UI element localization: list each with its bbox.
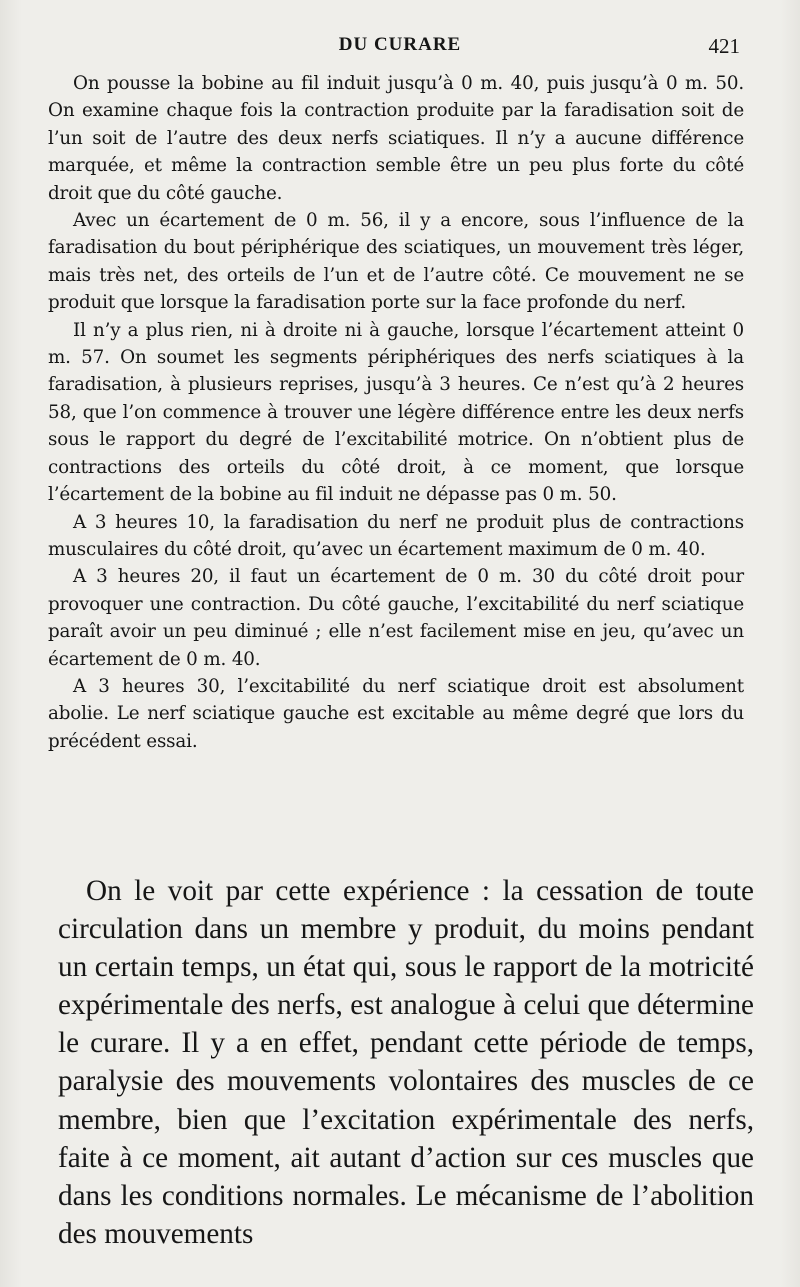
paragraph: On pousse la bobine au fil induit jusqu’à 0 m. 40, puis jusqu’à 0 m. 50. On examine chaque fois la contraction produite par la faradisation soit de l’un soit de l’autre des deux nerfs sciatiques. Il n’y a aucune différence marquée, et même la contraction semble être un peu plus forte du côté droit que du côté gauche. [48, 73, 744, 204]
paragraph: A 3 heures 30, l’excitabilité du nerf sciatique droit est absolument abolie. Le nerf sciatique gauche est excitable au même degré que lors du précédent essai. [48, 675, 744, 752]
page-number: 421 [708, 34, 740, 58]
main-text [58, 872, 754, 1253]
paragraph: Il n’y a plus rien, ni à droite ni à gauche, lorsque l’écartement atteint 0 m. 57. On soumet les segments périphériques des nerfs sciatiques à la faradisation, à plusieurs reprises, jusqu’à 3 heures. Ce n’est qu’à 2 heures 58, que l’on commence à trouver une légère différence entre les deux nerfs sous le rapport du degré de l’excitabilité motrice. On n’obtient plus de contractions des orteils du côté droit, à ce moment, que lorsque l’écartement de la bobine au fil induit ne dépasse pas 0 m. 50. [48, 319, 744, 506]
paragraph: Avec un écartement de 0 m. 56, il y a encore, sous l’influence de la faradisation du bout périphérique des sciatiques, un mouvement très léger, mais très net, des orteils de l’un et de l’autre côté. Ce mouvement ne se produit que lorsque la faradisation porte sur la face profonde du nerf. [48, 210, 744, 314]
conclusion-paragraph: On le voit par cette expérience : la cessation de toute circulation dans un membre y produit, du moins pendant un certain temps, un état qui, sous le rapport de la motricité expérimentale des nerfs, est analogue à celui que détermine le curare. Il y a en effet, pendant cette période de temps, paralysie des mouvements volontaires des muscles de ce membre, bien que l’excitation expérimentale des nerfs, faite à ce moment, ait autant d’action sur ces muscles que dans les conditions normales. Le mécanisme de l’abolition des mouvements [58, 875, 754, 1250]
running-title: DU CURARE [338, 34, 462, 55]
paragraph: A 3 heures 10, la faradisation du nerf ne produit plus de contractions musculaires du côté droit, qu’avec un écartement maximum de 0 m. 40. [48, 511, 744, 560]
page-header [0, 34, 800, 64]
paragraph: A 3 heures 20, il faut un écartement de 0 m. 30 du côté droit pour provoquer une contraction. Du côté gauche, l’excitabilité du nerf sciatique paraît avoir un peu diminué ; elle n’est facilement mise en jeu, qu’avec un écartement de 0 m. 40. [48, 566, 744, 670]
experiment-notes [48, 70, 744, 755]
